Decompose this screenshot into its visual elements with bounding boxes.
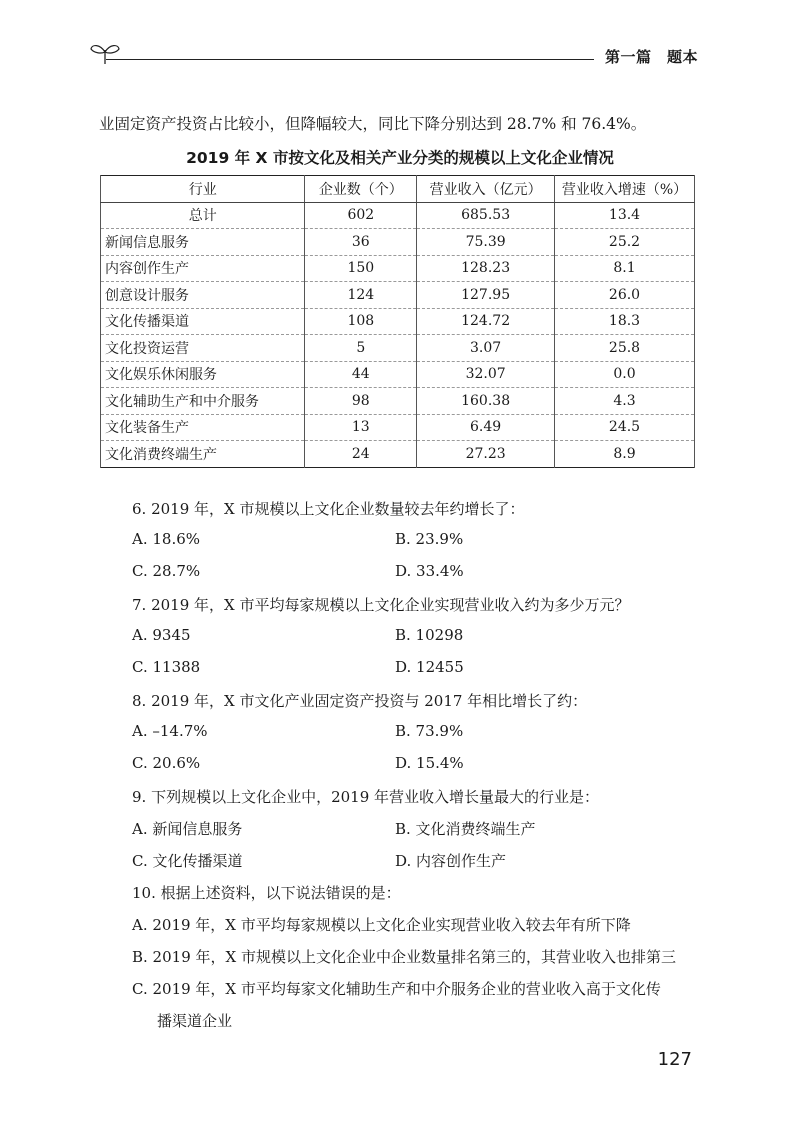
question-9-option-b: B. 文化消费终端生产 (395, 820, 536, 838)
page-number: 127 (657, 1049, 692, 1070)
table-row (101, 202, 695, 229)
question-10-stem: 10. 根据上述资料，以下说法错误的是： (132, 884, 401, 902)
question-7-option-c: C. 11388 (132, 658, 201, 676)
cell-industry: 文化装备生产 (101, 414, 305, 441)
table-row (101, 229, 695, 256)
question-8-option-b: B. 73.9% (395, 722, 464, 740)
cell-growth: 13.4 (555, 202, 695, 229)
question-8-option-d: D. 15.4% (395, 754, 464, 772)
cell-revenue: 32.07 (417, 361, 555, 388)
cell-revenue: 685.53 (417, 202, 555, 229)
table-header-row (101, 176, 695, 203)
cell-count: 602 (305, 202, 417, 229)
cell-revenue: 6.49 (417, 414, 555, 441)
cell-revenue: 75.39 (417, 229, 555, 256)
cell-industry: 总计 (101, 202, 305, 229)
cell-industry: 内容创作生产 (101, 255, 305, 282)
cell-industry: 新闻信息服务 (101, 229, 305, 256)
question-6-option-c: C. 28.7% (132, 562, 201, 580)
table-row (101, 282, 695, 309)
cell-industry: 创意设计服务 (101, 282, 305, 309)
table-row (101, 388, 695, 415)
table-row (101, 255, 695, 282)
question-9-option-a: A. 新闻信息服务 (132, 820, 243, 838)
cell-growth: 18.3 (555, 308, 695, 335)
question-8-stem: 8. 2019 年，X 市文化产业固定资产投资与 2017 年相比增长了约： (132, 692, 588, 710)
cell-growth: 25.2 (555, 229, 695, 256)
cell-count: 124 (305, 282, 417, 309)
table-row (101, 441, 695, 468)
column-header: 行业 (101, 176, 305, 203)
table-row (101, 414, 695, 441)
question-7-option-d: D. 12455 (395, 658, 464, 676)
sprout-icon (88, 40, 122, 68)
page-header (88, 40, 698, 70)
industry-table (100, 175, 695, 468)
cell-revenue: 127.95 (417, 282, 555, 309)
column-header: 企业数（个） (305, 176, 417, 203)
cell-revenue: 124.72 (417, 308, 555, 335)
cell-industry: 文化娱乐休闲服务 (101, 361, 305, 388)
question-6-option-b: B. 23.9% (395, 530, 464, 548)
question-10-option-b: B. 2019 年，X 市规模以上文化企业中企业数量排名第三的，其营业收入也排第三 (132, 948, 676, 966)
cell-revenue: 3.07 (417, 335, 555, 362)
cell-revenue: 128.23 (417, 255, 555, 282)
cell-industry: 文化消费终端生产 (101, 441, 305, 468)
question-9-option-d: D. 内容创作生产 (395, 852, 507, 870)
cell-revenue: 27.23 (417, 441, 555, 468)
table-title: 2019 年 X 市按文化及相关产业分类的规模以上文化企业情况 (186, 149, 614, 167)
question-7-option-b: B. 10298 (395, 626, 464, 644)
question-10-option-a: A. 2019 年，X 市平均每家规模以上文化企业实现营业收入较去年有所下降 (132, 916, 631, 934)
cell-count: 13 (305, 414, 417, 441)
question-9-stem: 9. 下列规模以上文化企业中，2019 年营业收入增长量最大的行业是： (132, 788, 600, 806)
cell-growth: 0.0 (555, 361, 695, 388)
cell-industry: 文化传播渠道 (101, 308, 305, 335)
cell-revenue: 160.38 (417, 388, 555, 415)
question-10-option-c: C. 2019 年，X 市平均每家文化辅助生产和中介服务企业的营业收入高于文化传 (132, 980, 661, 998)
question-6-option-a: A. 18.6% (132, 530, 201, 548)
cell-industry: 文化投资运营 (101, 335, 305, 362)
cell-count: 36 (305, 229, 417, 256)
question-9-option-c: C. 文化传播渠道 (132, 852, 243, 870)
question-6-option-d: D. 33.4% (395, 562, 464, 580)
cell-growth: 8.1 (555, 255, 695, 282)
column-header: 营业收入（亿元） (417, 176, 555, 203)
table-row (101, 335, 695, 362)
cell-industry: 文化辅助生产和中介服务 (101, 388, 305, 415)
table-row (101, 308, 695, 335)
cell-count: 44 (305, 361, 417, 388)
question-7-option-a: A. 9345 (132, 626, 191, 644)
cell-growth: 25.8 (555, 335, 695, 362)
cell-count: 108 (305, 308, 417, 335)
cell-growth: 24.5 (555, 414, 695, 441)
header-rule (106, 59, 594, 60)
cell-growth: 26.0 (555, 282, 695, 309)
intro-text: 业固定资产投资占比较小，但降幅较大，同比下降分别达到 28.7% 和 76.4%。 (99, 115, 647, 133)
question-7-stem: 7. 2019 年，X 市平均每家规模以上文化企业实现营业收入约为多少万元？ (132, 596, 630, 614)
section-title: 第一篇 题本 (604, 48, 698, 66)
cell-count: 98 (305, 388, 417, 415)
question-8-option-a: A. –14.7% (132, 722, 208, 740)
cell-count: 5 (305, 335, 417, 362)
cell-growth: 8.9 (555, 441, 695, 468)
question-8-option-c: C. 20.6% (132, 754, 201, 772)
cell-count: 24 (305, 441, 417, 468)
cell-growth: 4.3 (555, 388, 695, 415)
table-row (101, 361, 695, 388)
cell-count: 150 (305, 255, 417, 282)
question-10-option-c-continued: 播渠道企业 (157, 1012, 233, 1030)
column-header: 营业收入增速（%） (555, 176, 695, 203)
question-6-stem: 6. 2019 年，X 市规模以上文化企业数量较去年约增长了： (132, 500, 525, 518)
